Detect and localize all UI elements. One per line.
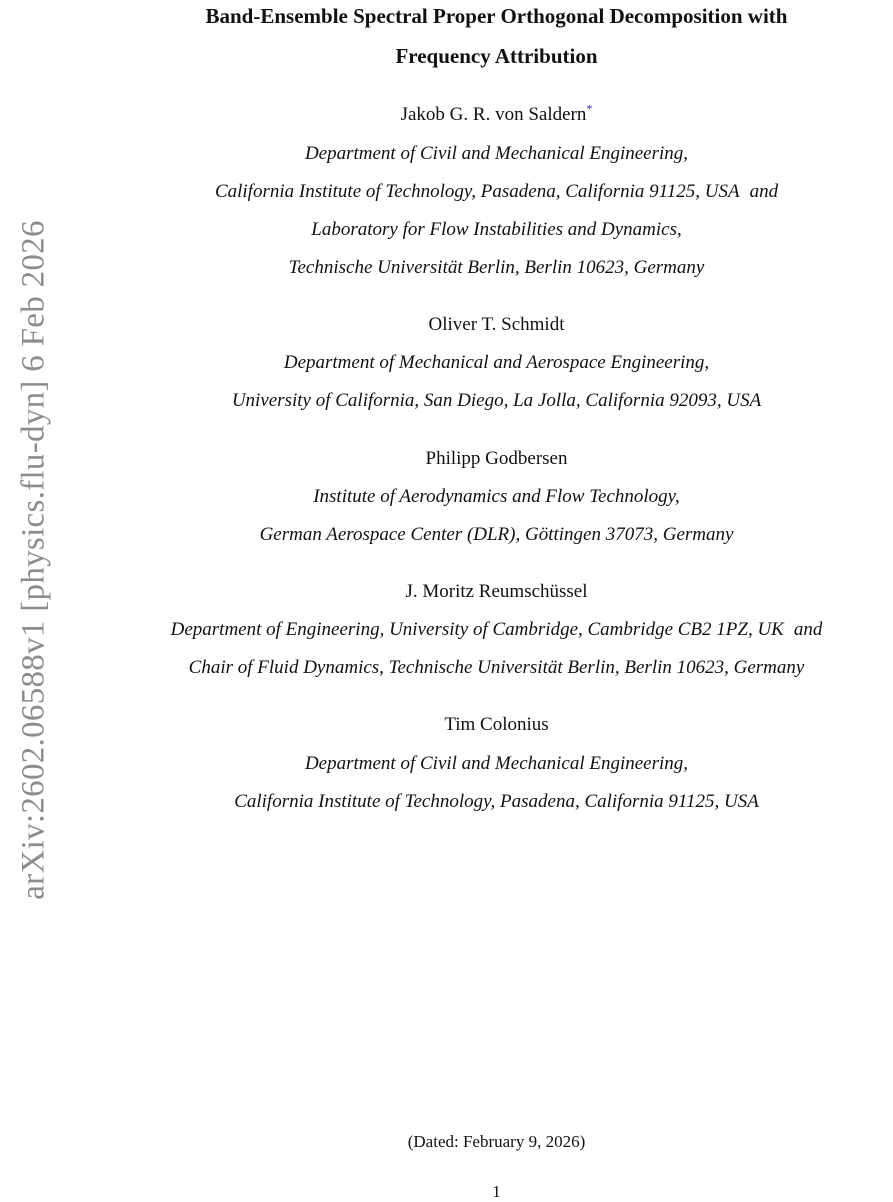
author-name: Tim Colonius bbox=[444, 714, 549, 735]
author-name bbox=[100, 101, 893, 126]
affiliation-line: Technische Universität Berlin, Berlin 10623, Germany bbox=[288, 257, 705, 278]
author-name: J. Moritz Reumschüssel bbox=[405, 581, 588, 602]
affiliation-text: Department of Engineering, University of Cambridge, Cambridge CB2 1PZ, UK bbox=[170, 619, 784, 640]
dated-line: (Dated: February 9, 2026) bbox=[407, 1132, 586, 1151]
affiliation-line: Laboratory for Flow Instabilities and Dynamics, bbox=[311, 219, 682, 240]
affiliation-line: Department of Civil and Mechanical Engineering, bbox=[304, 753, 689, 774]
arxiv-identifier-stamp: arXiv:2602.06588v1 [physics.flu-dyn] 6 Feb 2026 bbox=[15, 220, 52, 900]
affiliation-line: Institute of Aerodynamics and Flow Technology, bbox=[313, 486, 680, 507]
affiliation-text: California Institute of Technology, Pasadena, California 91125, USA bbox=[214, 181, 740, 202]
affiliation-line: California Institute of Technology, Pasadena, California 91125, USA bbox=[234, 791, 759, 812]
affiliation-and: and bbox=[793, 619, 823, 640]
affiliation-line: University of California, San Diego, La Jolla, California 92093, USA bbox=[231, 390, 762, 411]
affiliation-and: and bbox=[749, 181, 779, 202]
author-name-text: Jakob G. R. von Saldern bbox=[400, 104, 587, 125]
affiliation-line bbox=[100, 181, 893, 203]
author-name: Oliver T. Schmidt bbox=[428, 314, 565, 335]
paper-title-line-2: Frequency Attribution bbox=[395, 44, 598, 68]
paper-title-line-1: Band-Ensemble Spectral Proper Orthogonal Decomposition with bbox=[205, 4, 788, 28]
affiliation-line: German Aerospace Center (DLR), Göttingen 37073, Germany bbox=[259, 524, 734, 545]
affiliation-line: Department of Civil and Mechanical Engineering, bbox=[304, 143, 689, 164]
author-name: Philipp Godbersen bbox=[425, 448, 568, 469]
affiliation-line: Department of Mechanical and Aerospace Engineering, bbox=[283, 352, 710, 373]
affiliation-line: Chair of Fluid Dynamics, Technische Universität Berlin, Berlin 10623, Germany bbox=[188, 657, 805, 678]
footnote-link[interactable]: * bbox=[586, 101, 593, 116]
affiliation-line bbox=[100, 619, 893, 641]
page-number: 1 bbox=[492, 1182, 501, 1201]
